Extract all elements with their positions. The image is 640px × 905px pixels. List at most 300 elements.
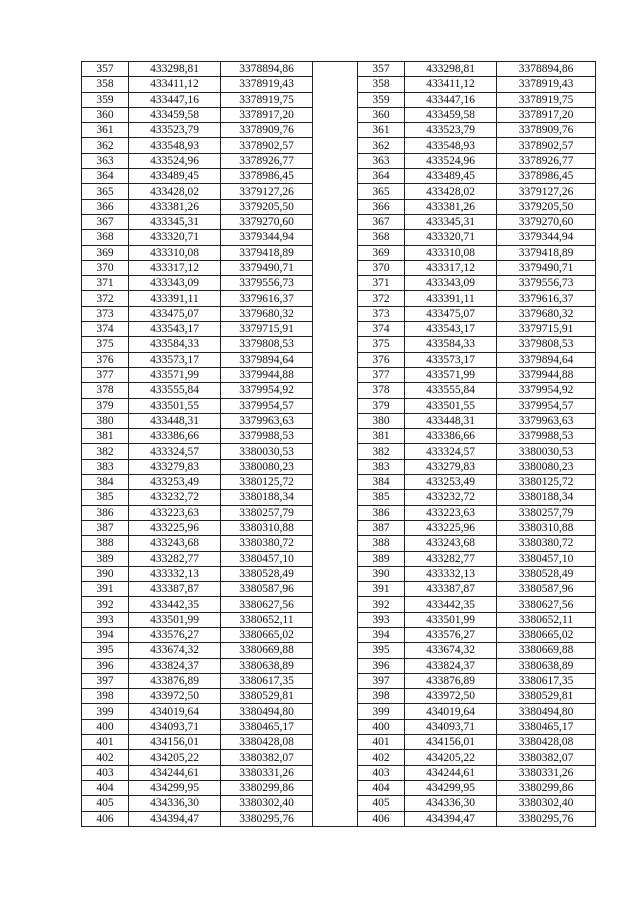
right-point-number-cell: 401: [358, 735, 405, 750]
left-point-number-cell: 399: [82, 704, 129, 719]
right-point-number-cell: 362: [358, 138, 405, 153]
right-x-coordinate-cell: 433501,99: [405, 612, 497, 627]
right-x-coordinate-cell: 433310,08: [405, 245, 497, 260]
table-row: [82, 551, 596, 566]
left-y-coordinate-cell: 3378902,57: [221, 138, 313, 153]
column-separator: [313, 597, 358, 612]
right-y-coordinate-cell: 3380528,49: [497, 566, 596, 581]
right-point-number-cell: 391: [358, 582, 405, 597]
right-point-number-cell: 404: [358, 780, 405, 795]
left-point-number-cell: 377: [82, 367, 129, 382]
left-y-coordinate-cell: 3379616,37: [221, 291, 313, 306]
left-y-coordinate-cell: 3379344,94: [221, 230, 313, 245]
right-point-number-cell: 384: [358, 475, 405, 490]
column-separator: [313, 169, 358, 184]
right-x-coordinate-cell: 433282,77: [405, 551, 497, 566]
left-y-coordinate-cell: 3379556,73: [221, 276, 313, 291]
right-y-coordinate-cell: 3378902,57: [497, 138, 596, 153]
left-x-coordinate-cell: 433343,09: [129, 276, 221, 291]
left-y-coordinate-cell: 3380627,56: [221, 597, 313, 612]
table-row: [82, 367, 596, 382]
left-point-number-cell: 362: [82, 138, 129, 153]
left-y-coordinate-cell: 3380457,10: [221, 551, 313, 566]
table-row: [82, 276, 596, 291]
left-x-coordinate-cell: 433442,35: [129, 597, 221, 612]
column-separator: [313, 796, 358, 811]
column-separator: [313, 658, 358, 673]
right-x-coordinate-cell: 433972,50: [405, 689, 497, 704]
left-y-coordinate-cell: 3378909,76: [221, 123, 313, 138]
left-x-coordinate-cell: 433386,66: [129, 429, 221, 444]
left-y-coordinate-cell: 3379715,91: [221, 322, 313, 337]
table-row: [82, 750, 596, 765]
table-row: [82, 429, 596, 444]
left-point-number-cell: 378: [82, 383, 129, 398]
left-y-coordinate-cell: 3380295,76: [221, 811, 313, 826]
left-y-coordinate-cell: 3378926,77: [221, 153, 313, 168]
right-x-coordinate-cell: 433223,63: [405, 505, 497, 520]
left-point-number-cell: 406: [82, 811, 129, 826]
left-x-coordinate-cell: 433489,45: [129, 169, 221, 184]
table-row: [82, 811, 596, 826]
right-point-number-cell: 381: [358, 429, 405, 444]
left-y-coordinate-cell: 3378917,20: [221, 107, 313, 122]
table-row: [82, 153, 596, 168]
left-x-coordinate-cell: 433324,57: [129, 444, 221, 459]
column-separator: [313, 673, 358, 688]
table-row: [82, 444, 596, 459]
right-x-coordinate-cell: 433243,68: [405, 536, 497, 551]
column-separator: [313, 566, 358, 581]
right-point-number-cell: 406: [358, 811, 405, 826]
right-x-coordinate-cell: 433475,07: [405, 306, 497, 321]
table-row: [82, 184, 596, 199]
table-row: [82, 123, 596, 138]
left-x-coordinate-cell: 433411,12: [129, 77, 221, 92]
right-point-number-cell: 393: [358, 612, 405, 627]
left-point-number-cell: 386: [82, 505, 129, 520]
column-separator: [313, 643, 358, 658]
right-x-coordinate-cell: 434336,30: [405, 796, 497, 811]
column-separator: [313, 245, 358, 260]
left-x-coordinate-cell: 433225,96: [129, 520, 221, 535]
right-x-coordinate-cell: 433548,93: [405, 138, 497, 153]
left-point-number-cell: 405: [82, 796, 129, 811]
left-point-number-cell: 393: [82, 612, 129, 627]
left-point-number-cell: 398: [82, 689, 129, 704]
left-x-coordinate-cell: 433576,27: [129, 627, 221, 642]
right-x-coordinate-cell: 433253,49: [405, 475, 497, 490]
right-x-coordinate-cell: 433324,57: [405, 444, 497, 459]
column-separator: [313, 735, 358, 750]
column-separator: [313, 505, 358, 520]
right-x-coordinate-cell: 434019,64: [405, 704, 497, 719]
column-separator: [313, 214, 358, 229]
right-point-number-cell: 376: [358, 352, 405, 367]
table-row: [82, 77, 596, 92]
left-y-coordinate-cell: 3379988,53: [221, 429, 313, 444]
right-x-coordinate-cell: 433524,96: [405, 153, 497, 168]
left-point-number-cell: 396: [82, 658, 129, 673]
right-point-number-cell: 357: [358, 62, 405, 77]
left-point-number-cell: 392: [82, 597, 129, 612]
right-x-coordinate-cell: 433571,99: [405, 367, 497, 382]
left-x-coordinate-cell: 433317,12: [129, 260, 221, 275]
left-y-coordinate-cell: 3379894,64: [221, 352, 313, 367]
left-x-coordinate-cell: 433501,55: [129, 398, 221, 413]
right-y-coordinate-cell: 3380652,11: [497, 612, 596, 627]
left-y-coordinate-cell: 3379680,32: [221, 306, 313, 321]
right-point-number-cell: 380: [358, 413, 405, 428]
right-x-coordinate-cell: 434156,01: [405, 735, 497, 750]
left-point-number-cell: 371: [82, 276, 129, 291]
left-y-coordinate-cell: 3380380,72: [221, 536, 313, 551]
left-point-number-cell: 366: [82, 199, 129, 214]
right-point-number-cell: 400: [358, 719, 405, 734]
right-x-coordinate-cell: 433298,81: [405, 62, 497, 77]
right-x-coordinate-cell: 433459,58: [405, 107, 497, 122]
right-point-number-cell: 388: [358, 536, 405, 551]
table-row: [82, 92, 596, 107]
right-x-coordinate-cell: 433824,37: [405, 658, 497, 673]
right-point-number-cell: 405: [358, 796, 405, 811]
left-point-number-cell: 376: [82, 352, 129, 367]
left-y-coordinate-cell: 3378919,75: [221, 92, 313, 107]
right-y-coordinate-cell: 3379954,92: [497, 383, 596, 398]
left-y-coordinate-cell: 3380494,80: [221, 704, 313, 719]
right-point-number-cell: 403: [358, 765, 405, 780]
right-point-number-cell: 377: [358, 367, 405, 382]
left-x-coordinate-cell: 433232,72: [129, 490, 221, 505]
left-point-number-cell: 363: [82, 153, 129, 168]
column-separator: [313, 77, 358, 92]
left-x-coordinate-cell: 433279,83: [129, 459, 221, 474]
right-point-number-cell: 364: [358, 169, 405, 184]
table-row: [82, 597, 596, 612]
table-row: [82, 337, 596, 352]
right-x-coordinate-cell: 434244,61: [405, 765, 497, 780]
right-y-coordinate-cell: 3379715,91: [497, 322, 596, 337]
left-point-number-cell: 400: [82, 719, 129, 734]
right-y-coordinate-cell: 3379808,53: [497, 337, 596, 352]
table-row: [82, 704, 596, 719]
left-y-coordinate-cell: 3379205,50: [221, 199, 313, 214]
left-x-coordinate-cell: 434019,64: [129, 704, 221, 719]
left-x-coordinate-cell: 433332,13: [129, 566, 221, 581]
left-y-coordinate-cell: 3380382,07: [221, 750, 313, 765]
left-point-number-cell: 390: [82, 566, 129, 581]
left-x-coordinate-cell: 433253,49: [129, 475, 221, 490]
column-separator: [313, 536, 358, 551]
left-point-number-cell: 375: [82, 337, 129, 352]
left-x-coordinate-cell: 434394,47: [129, 811, 221, 826]
left-y-coordinate-cell: 3380528,49: [221, 566, 313, 581]
left-y-coordinate-cell: 3380665,02: [221, 627, 313, 642]
left-point-number-cell: 394: [82, 627, 129, 642]
right-x-coordinate-cell: 434093,71: [405, 719, 497, 734]
table-row: [82, 566, 596, 581]
left-point-number-cell: 401: [82, 735, 129, 750]
left-x-coordinate-cell: 434205,22: [129, 750, 221, 765]
table-row: [82, 169, 596, 184]
left-point-number-cell: 379: [82, 398, 129, 413]
column-separator: [313, 230, 358, 245]
left-x-coordinate-cell: 433571,99: [129, 367, 221, 382]
column-separator: [313, 429, 358, 444]
right-point-number-cell: 373: [358, 306, 405, 321]
right-point-number-cell: 387: [358, 520, 405, 535]
column-separator: [313, 750, 358, 765]
left-x-coordinate-cell: 433448,31: [129, 413, 221, 428]
left-y-coordinate-cell: 3380257,79: [221, 505, 313, 520]
left-y-coordinate-cell: 3379954,57: [221, 398, 313, 413]
table-row: [82, 260, 596, 275]
left-x-coordinate-cell: 433223,63: [129, 505, 221, 520]
right-y-coordinate-cell: 3378926,77: [497, 153, 596, 168]
right-point-number-cell: 382: [358, 444, 405, 459]
coordinates-table-body: [82, 62, 596, 827]
column-separator: [313, 704, 358, 719]
left-y-coordinate-cell: 3380310,88: [221, 520, 313, 535]
table-row: [82, 536, 596, 551]
right-y-coordinate-cell: 3380627,56: [497, 597, 596, 612]
right-point-number-cell: 363: [358, 153, 405, 168]
right-x-coordinate-cell: 433489,45: [405, 169, 497, 184]
left-point-number-cell: 388: [82, 536, 129, 551]
right-point-number-cell: 383: [358, 459, 405, 474]
right-y-coordinate-cell: 3379205,50: [497, 199, 596, 214]
left-x-coordinate-cell: 433459,58: [129, 107, 221, 122]
left-x-coordinate-cell: 433381,26: [129, 199, 221, 214]
right-x-coordinate-cell: 433386,66: [405, 429, 497, 444]
right-y-coordinate-cell: 3378917,20: [497, 107, 596, 122]
right-point-number-cell: 398: [358, 689, 405, 704]
right-x-coordinate-cell: 434205,22: [405, 750, 497, 765]
left-point-number-cell: 389: [82, 551, 129, 566]
left-x-coordinate-cell: 433584,33: [129, 337, 221, 352]
left-point-number-cell: 360: [82, 107, 129, 122]
right-x-coordinate-cell: 433501,55: [405, 398, 497, 413]
right-point-number-cell: 390: [358, 566, 405, 581]
left-point-number-cell: 385: [82, 490, 129, 505]
right-point-number-cell: 389: [358, 551, 405, 566]
left-y-coordinate-cell: 3379270,60: [221, 214, 313, 229]
left-y-coordinate-cell: 3379954,92: [221, 383, 313, 398]
left-y-coordinate-cell: 3380331,26: [221, 765, 313, 780]
left-y-coordinate-cell: 3380188,34: [221, 490, 313, 505]
table-row: [82, 658, 596, 673]
left-point-number-cell: 382: [82, 444, 129, 459]
right-y-coordinate-cell: 3379988,53: [497, 429, 596, 444]
left-x-coordinate-cell: 433524,96: [129, 153, 221, 168]
left-y-coordinate-cell: 3380465,17: [221, 719, 313, 734]
left-y-coordinate-cell: 3380529,81: [221, 689, 313, 704]
left-point-number-cell: 387: [82, 520, 129, 535]
left-x-coordinate-cell: 433475,07: [129, 306, 221, 321]
left-point-number-cell: 395: [82, 643, 129, 658]
left-y-coordinate-cell: 3378986,45: [221, 169, 313, 184]
right-x-coordinate-cell: 433232,72: [405, 490, 497, 505]
table-row: [82, 398, 596, 413]
table-row: [82, 643, 596, 658]
left-point-number-cell: 361: [82, 123, 129, 138]
column-separator: [313, 306, 358, 321]
column-separator: [313, 459, 358, 474]
right-point-number-cell: 395: [358, 643, 405, 658]
right-x-coordinate-cell: 433345,31: [405, 214, 497, 229]
right-y-coordinate-cell: 3378919,75: [497, 92, 596, 107]
left-point-number-cell: 359: [82, 92, 129, 107]
left-x-coordinate-cell: 433876,89: [129, 673, 221, 688]
right-point-number-cell: 359: [358, 92, 405, 107]
left-y-coordinate-cell: 3379490,71: [221, 260, 313, 275]
right-y-coordinate-cell: 3379680,32: [497, 306, 596, 321]
right-y-coordinate-cell: 3379556,73: [497, 276, 596, 291]
column-separator: [313, 184, 358, 199]
right-y-coordinate-cell: 3379418,89: [497, 245, 596, 260]
left-x-coordinate-cell: 433573,17: [129, 352, 221, 367]
left-point-number-cell: 397: [82, 673, 129, 688]
right-x-coordinate-cell: 433442,35: [405, 597, 497, 612]
right-x-coordinate-cell: 433225,96: [405, 520, 497, 535]
column-separator: [313, 276, 358, 291]
left-point-number-cell: 367: [82, 214, 129, 229]
right-y-coordinate-cell: 3380030,53: [497, 444, 596, 459]
right-y-coordinate-cell: 3380617,35: [497, 673, 596, 688]
right-y-coordinate-cell: 3380457,10: [497, 551, 596, 566]
column-separator: [313, 582, 358, 597]
right-y-coordinate-cell: 3379944,88: [497, 367, 596, 382]
left-x-coordinate-cell: 434244,61: [129, 765, 221, 780]
right-y-coordinate-cell: 3379894,64: [497, 352, 596, 367]
column-separator: [313, 153, 358, 168]
left-point-number-cell: 365: [82, 184, 129, 199]
column-separator: [313, 123, 358, 138]
left-point-number-cell: 373: [82, 306, 129, 321]
right-x-coordinate-cell: 433317,12: [405, 260, 497, 275]
right-y-coordinate-cell: 3380188,34: [497, 490, 596, 505]
right-point-number-cell: 370: [358, 260, 405, 275]
left-x-coordinate-cell: 434299,95: [129, 780, 221, 795]
right-y-coordinate-cell: 3378919,43: [497, 77, 596, 92]
left-x-coordinate-cell: 433310,08: [129, 245, 221, 260]
right-y-coordinate-cell: 3379954,57: [497, 398, 596, 413]
right-y-coordinate-cell: 3380665,02: [497, 627, 596, 642]
table-row: [82, 719, 596, 734]
column-separator: [313, 367, 358, 382]
left-x-coordinate-cell: 433972,50: [129, 689, 221, 704]
left-y-coordinate-cell: 3380669,88: [221, 643, 313, 658]
right-y-coordinate-cell: 3380295,76: [497, 811, 596, 826]
right-y-coordinate-cell: 3380310,88: [497, 520, 596, 535]
right-point-number-cell: 358: [358, 77, 405, 92]
left-x-coordinate-cell: 433523,79: [129, 123, 221, 138]
right-x-coordinate-cell: 433674,32: [405, 643, 497, 658]
right-point-number-cell: 365: [358, 184, 405, 199]
column-separator: [313, 107, 358, 122]
right-y-coordinate-cell: 3379616,37: [497, 291, 596, 306]
right-point-number-cell: 379: [358, 398, 405, 413]
right-point-number-cell: 385: [358, 490, 405, 505]
right-y-coordinate-cell: 3380299,86: [497, 780, 596, 795]
right-x-coordinate-cell: 433584,33: [405, 337, 497, 352]
table-row: [82, 459, 596, 474]
left-point-number-cell: 358: [82, 77, 129, 92]
left-point-number-cell: 372: [82, 291, 129, 306]
right-point-number-cell: 392: [358, 597, 405, 612]
right-point-number-cell: 371: [358, 276, 405, 291]
right-y-coordinate-cell: 3380428,08: [497, 735, 596, 750]
table-row: [82, 673, 596, 688]
column-separator: [313, 612, 358, 627]
right-y-coordinate-cell: 3379963,63: [497, 413, 596, 428]
left-y-coordinate-cell: 3380030,53: [221, 444, 313, 459]
column-separator: [313, 444, 358, 459]
left-y-coordinate-cell: 3380587,96: [221, 582, 313, 597]
left-x-coordinate-cell: 433447,16: [129, 92, 221, 107]
right-x-coordinate-cell: 433447,16: [405, 92, 497, 107]
right-x-coordinate-cell: 433332,13: [405, 566, 497, 581]
right-y-coordinate-cell: 3378894,86: [497, 62, 596, 77]
column-separator: [313, 689, 358, 704]
table-row: [82, 475, 596, 490]
right-x-coordinate-cell: 433387,87: [405, 582, 497, 597]
column-separator: [313, 413, 358, 428]
right-y-coordinate-cell: 3380382,07: [497, 750, 596, 765]
table-row: [82, 612, 596, 627]
left-point-number-cell: 402: [82, 750, 129, 765]
right-point-number-cell: 374: [358, 322, 405, 337]
left-point-number-cell: 368: [82, 230, 129, 245]
left-y-coordinate-cell: 3379127,26: [221, 184, 313, 199]
left-point-number-cell: 404: [82, 780, 129, 795]
right-point-number-cell: 360: [358, 107, 405, 122]
right-point-number-cell: 386: [358, 505, 405, 520]
right-y-coordinate-cell: 3380529,81: [497, 689, 596, 704]
table-row: [82, 138, 596, 153]
right-x-coordinate-cell: 433448,31: [405, 413, 497, 428]
left-x-coordinate-cell: 433555,84: [129, 383, 221, 398]
table-row: [82, 291, 596, 306]
left-x-coordinate-cell: 433391,11: [129, 291, 221, 306]
right-x-coordinate-cell: 433391,11: [405, 291, 497, 306]
right-y-coordinate-cell: 3380587,96: [497, 582, 596, 597]
column-separator: [313, 352, 358, 367]
right-point-number-cell: 368: [358, 230, 405, 245]
left-x-coordinate-cell: 434093,71: [129, 719, 221, 734]
left-y-coordinate-cell: 3379418,89: [221, 245, 313, 260]
column-separator: [313, 62, 358, 77]
left-x-coordinate-cell: 433543,17: [129, 322, 221, 337]
right-y-coordinate-cell: 3380494,80: [497, 704, 596, 719]
right-y-coordinate-cell: 3379344,94: [497, 230, 596, 245]
table-row: [82, 627, 596, 642]
right-x-coordinate-cell: 433279,83: [405, 459, 497, 474]
left-x-coordinate-cell: 433345,31: [129, 214, 221, 229]
left-y-coordinate-cell: 3380302,40: [221, 796, 313, 811]
table-row: [82, 214, 596, 229]
table-row: [82, 352, 596, 367]
left-x-coordinate-cell: 434336,30: [129, 796, 221, 811]
table-row: [82, 62, 596, 77]
left-y-coordinate-cell: 3380299,86: [221, 780, 313, 795]
left-y-coordinate-cell: 3380652,11: [221, 612, 313, 627]
column-separator: [313, 383, 358, 398]
right-y-coordinate-cell: 3378986,45: [497, 169, 596, 184]
left-x-coordinate-cell: 433320,71: [129, 230, 221, 245]
left-y-coordinate-cell: 3379963,63: [221, 413, 313, 428]
left-point-number-cell: 369: [82, 245, 129, 260]
